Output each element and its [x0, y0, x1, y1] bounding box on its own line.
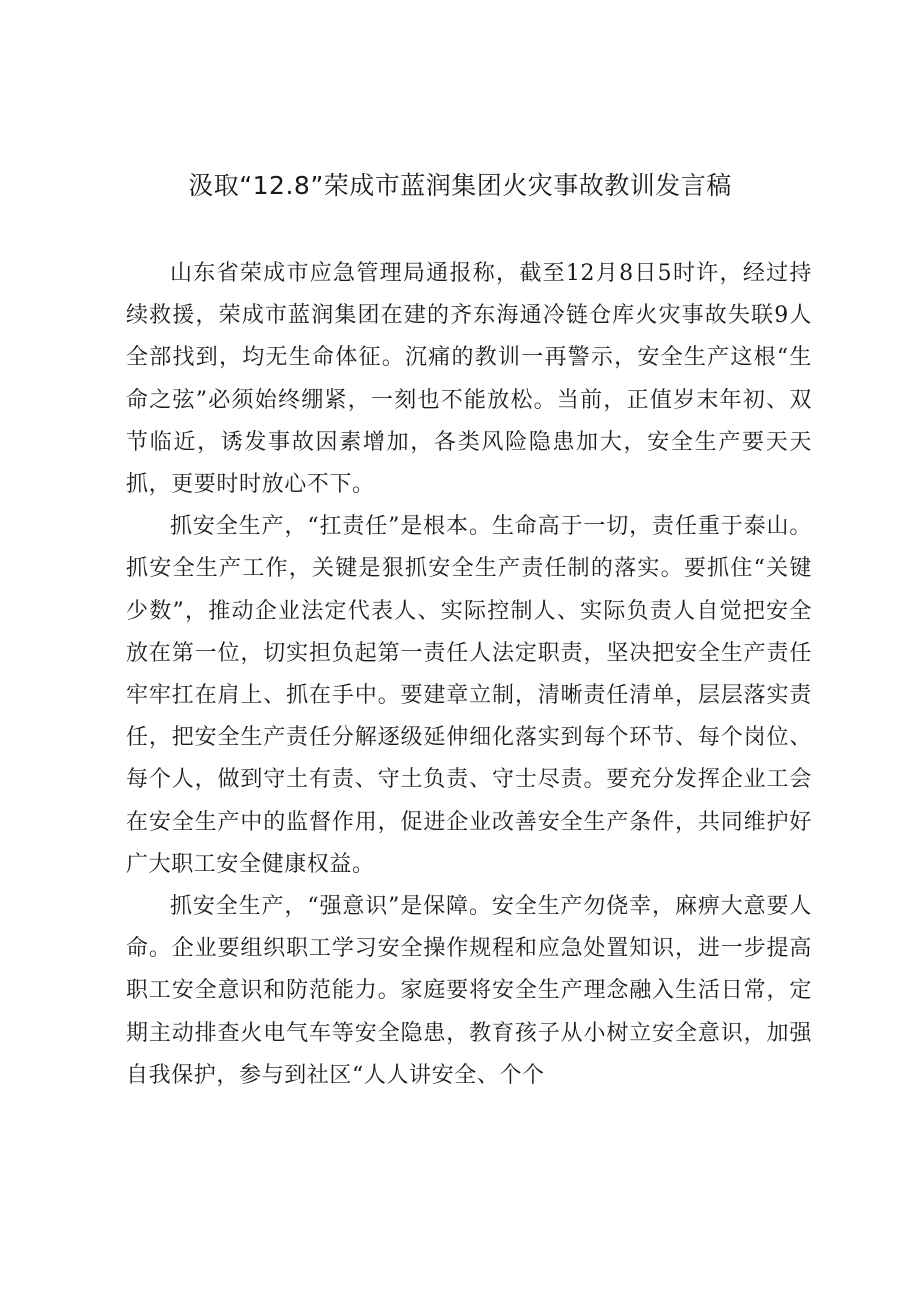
paragraph-awareness: 抓安全生产，“强意识”是保障。安全生产勿侥幸，麻痹大意要人命。企业要组织职工学习安全操作规程和应急处置知识，进一步提高职工安全意识和防范能力。家庭要将安全生产理念融入生活日常，定期主动排查火电气车等安全隐患，教育孩子从小树立安全意识，加强自我保护，参与到社区“人人讲安全、个个: [126, 894, 812, 1088]
document-body: [126, 253, 812, 1097]
paragraph-responsibility: 抓安全生产，“扛责任”是根本。生命高于一切，责任重于泰山。抓安全生产工作，关键是狠抓安全生产责任制的落实。要抓住“关键少数”，推动企业法定代表人、实际控制人、实际负责人自觉把安全放在第一位，切实担负起第一责任人法定职责，坚决把安全生产责任牢牢扛在肩上、抓在手中。要建章立制，清晰责任清单，层层落实责任，把安全生产责任分解逐级延伸细化落实到每个环节、每个岗位、每个人，做到守土有责、守土负责、守士尽责。要充分发挥企业工会在安全生产中的监督作用，促进企业改善安全生产条件，共同维护好广大职工安全健康权益。: [126, 514, 812, 877]
paragraph-intro: 山东省荣成市应急管理局通报称，截至12月8日5时许，经过持续救援，荣成市蓝润集团在建的齐东海通冷链仓库火灾事故失联9人全部找到，均无生命体征。沉痛的教训一再警示，安全生产这根“生命之弦”必须始终绷紧，一刻也不能放松。当前，正值岁末年初、双节临近，诱发事故因素增加，各类风险隐患加大，安全生产要天天抓，更要时时放心不下。: [126, 261, 812, 498]
document-title: 汲取“12.8”荣成市蓝润集团火灾事故教训发言稿: [188, 171, 732, 200]
